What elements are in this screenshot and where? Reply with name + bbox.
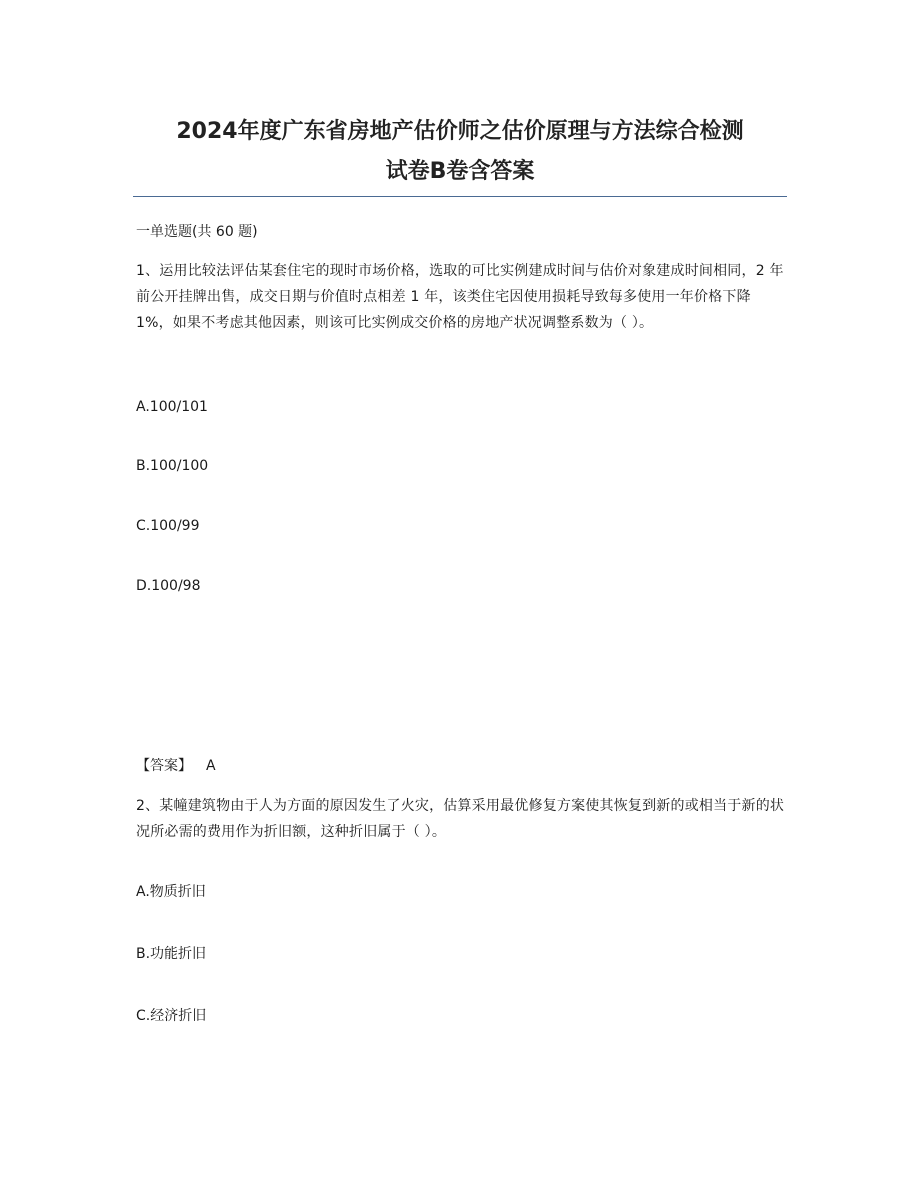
title-divider: [133, 196, 787, 197]
answer-label: 【答案】: [136, 758, 192, 774]
question-1-option-c: C.100/99: [136, 518, 200, 534]
question-1-option-a: A.100/101: [136, 399, 208, 415]
question-1-option-b: B.100/100: [136, 458, 209, 474]
title-line-2: 试卷B卷含答案: [385, 159, 535, 184]
answer-value: A: [206, 758, 216, 774]
question-1-text: 1、运用比较法评估某套住宅的现时市场价格，选取的可比实例建成时间与估价对象建成时间相同，2 年前公开挂牌出售，成交日期与价值时点相差 1 年，该类住宅因使用损耗导致每多使用一年价格下降 1%，如果不考虑其他因素，则该可比实例成交价格的房地产状况调整系数为（ ）。: [136, 263, 784, 331]
question-2-option-a: A.物质折旧: [136, 884, 206, 900]
question-2-option-b: B.功能折旧: [136, 946, 207, 962]
title-line-1: 2024年度广东省房地产估价师之估价原理与方法综合检测: [176, 119, 744, 144]
document-title: [110, 112, 810, 192]
question-1-option-d: D.100/98: [136, 578, 201, 594]
section-heading: 一单选题(共 60 题): [136, 224, 258, 240]
question-1-answer: [136, 756, 216, 776]
question-2-text: 2、某幢建筑物由于人为方面的原因发生了火灾，估算采用最优修复方案使其恢复到新的或相当于新的状况所必需的费用作为折旧额，这种折旧属于（ ）。: [136, 798, 785, 840]
question-2-option-c: C.经济折旧: [136, 1008, 207, 1024]
